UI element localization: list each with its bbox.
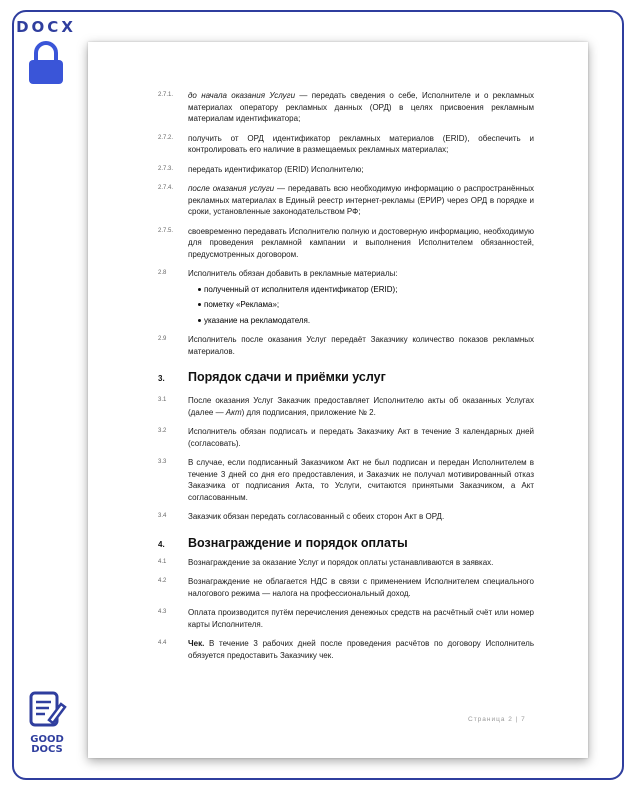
section-title: Вознаграждение и порядок оплаты: [188, 535, 408, 550]
bullet-item: [204, 315, 534, 327]
docs-label: DOCS: [31, 744, 63, 755]
clause-text: — передать сведения о себе, Исполнителе и о рекламных материалах оператору рекламных данных (ОРД) в целях присвоения рекламным материалам идентификатора;: [188, 91, 534, 123]
clause-text: передать идентификатор (ERID) Исполнителю;: [188, 164, 364, 174]
clause-3-2: [88, 426, 588, 449]
clause-number: 2.7.5.: [158, 227, 174, 234]
clause-text: получить от ОРД идентификатор рекламных материалов (ERID), обеспечить и контролировать его наличие в размещаемых рекламных материалах;: [188, 133, 534, 154]
bullet-text: пометку «Реклама»;: [204, 300, 280, 309]
clause-2-7-4: [88, 183, 588, 218]
clause-text: Заказчик обязан передать согласованный с обеих сторон Акт в ОРД.: [188, 512, 445, 521]
document-page: [88, 42, 588, 758]
bullet-text: полученный от исполнителя идентификатор (ERID);: [204, 284, 398, 294]
clause-2-8: [88, 268, 588, 280]
document-pen-icon: [27, 690, 67, 730]
clause-text: В течение 3 рабочих дней после проведения расчётов по договору Исполнитель обязуется предоставить Заказчику чек.: [188, 639, 534, 660]
section-4-heading: [88, 535, 588, 555]
good-docs-logo: [22, 690, 72, 755]
clause-3-1: [88, 395, 588, 418]
clause-number: 3.4: [158, 513, 167, 519]
clause-number: 3.3: [158, 459, 167, 465]
clause-4-4: [88, 638, 588, 661]
clause-4-3: [88, 607, 588, 630]
clause-number: 2.7.3.: [158, 165, 174, 172]
clause-text: Исполнитель обязан добавить в рекламные материалы:: [188, 269, 398, 278]
docx-label: DOCX: [16, 18, 76, 36]
clause-text: Исполнитель обязан подписать и передать Заказчику Акт в течение 3 календарных дней (согласовать).: [188, 427, 534, 448]
page-content: [88, 90, 588, 661]
clause-number: 2.7.2.: [158, 134, 174, 141]
clause-text: своевременно передавать Исполнителю полную и достоверную информацию, необходимую для проведения рекламной кампании и выполнения Исполнителем обязанностей, предусмотренных договором.: [188, 226, 534, 259]
bullet-item: [204, 284, 534, 296]
clause-text: Оплата производится путём перечисления денежных средств на расчётный счёт или номер карты Исполнителя.: [188, 608, 534, 629]
clause-text: Исполнитель после оказания Услуг передаёт Заказчику количество показов рекламных материалов.: [188, 335, 534, 356]
clause-text: Вознаграждение не облагается НДС в связи с применением Исполнителем специального налогового режима — налога на профессиональный доход.: [188, 577, 534, 598]
clause-2-7-1: [88, 90, 588, 125]
page-number: Страница 2 | 7: [468, 716, 526, 723]
clause-lead: до начала оказания Услуги: [188, 91, 296, 100]
section-number: 3.: [158, 374, 165, 383]
section-3-heading: [88, 369, 588, 389]
clause-number: 2.7.4.: [158, 185, 174, 191]
clause-number: 3.2: [158, 428, 167, 434]
clause-text-end: ) для подписания, приложение № 2.: [241, 407, 376, 417]
bullet-dot: [198, 288, 201, 291]
bullet-dot: [198, 303, 201, 306]
docx-logo: [14, 18, 78, 91]
clause-2-7-5: [88, 226, 588, 261]
clause-2-7-2: [88, 133, 588, 156]
bullet-dot: [198, 319, 201, 322]
clause-text: В случае, если подписанный Заказчиком Акт не был подписан и передан Исполнителем в течение 3 дней со дня его предоставления, и Заказчик не получал мотивированный отказ Заказчика от подписания Акта, то Услуги, считаются принятыми Заказчиком, а Акт согласованным.: [188, 458, 534, 502]
clause-term: Акт: [225, 407, 242, 417]
bullet-item: [204, 299, 534, 311]
clause-3-3: [88, 457, 588, 503]
clause-2-9: [88, 334, 588, 357]
clause-4-1: [88, 557, 588, 569]
clause-number: 4.2: [158, 578, 167, 584]
clause-number: 4.4: [158, 640, 167, 646]
clause-text: После оказания Услуг Заказчик предоставляет Исполнителю акты об оказанных Услугах (далее —: [188, 396, 534, 417]
section-title: Порядок сдачи и приёмки услуг: [188, 370, 386, 384]
clause-number: 3.1: [158, 397, 167, 403]
clause-4-2: [88, 576, 588, 599]
good-label: GOOD: [30, 734, 64, 745]
clause-text: — передавать всю необходимую информацию о распространённых рекламных материалах в Единый реестр интернет-рекламы (ЕРИР) через ОРД в порядке и сроки, установленные законодательством РФ;: [188, 184, 535, 216]
clause-3-4: [88, 511, 588, 523]
clause-number: 2.9: [158, 336, 167, 342]
clause-text: Вознаграждение за оказание Услуг и порядок оплаты устанавливаются в заявках.: [188, 557, 494, 567]
clause-2-7-3: [88, 164, 588, 176]
clause-lead: после оказания услуги: [188, 184, 275, 193]
clause-number: 2.8: [158, 270, 167, 276]
lock-icon: [26, 40, 66, 86]
clause-number: 4.1: [158, 558, 167, 565]
section-number: 4.: [158, 539, 165, 549]
clause-lead: Чек.: [188, 639, 205, 648]
clause-number: 2.7.1.: [158, 92, 174, 98]
bullet-text: указание на рекламодателя.: [204, 315, 311, 325]
clause-number: 4.3: [158, 609, 167, 615]
